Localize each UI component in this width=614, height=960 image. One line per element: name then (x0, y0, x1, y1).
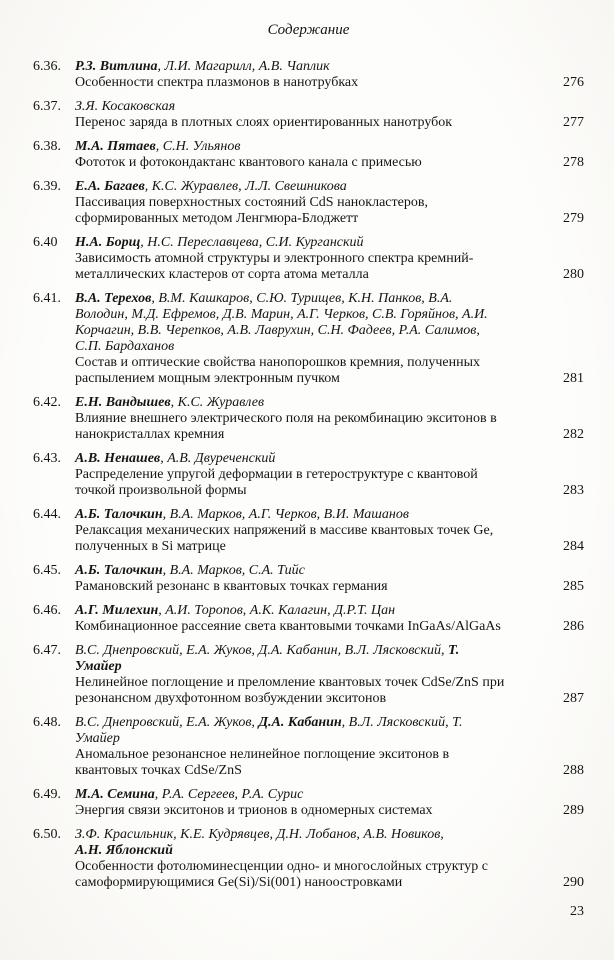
entry-page-number: 282 (563, 427, 584, 442)
toc-entry (33, 563, 584, 595)
entry-number: 6.41. (33, 291, 61, 306)
author-line (75, 395, 553, 411)
toc-entry (33, 291, 584, 387)
title-line: квантовых точках CdSe/ZnS (75, 763, 242, 778)
entry-title (75, 523, 553, 555)
entry-authors (75, 451, 553, 467)
entry-content (75, 395, 553, 443)
title-line: Аномальное резонансное нелинейное поглощение экситонов в (75, 747, 450, 762)
entry-content (75, 787, 553, 819)
author-name-emphasized: А.Г. Милехин (75, 603, 159, 618)
entry-page-number: 286 (563, 619, 584, 634)
title-line: Комбинационное рассеяние света квантовыми точками InGaAs/AlGaAs (75, 619, 501, 634)
toc-entry (33, 787, 584, 819)
author-line (75, 323, 553, 339)
entry-title (75, 859, 553, 891)
author-names: В.С. Днепровский, Е.А. Жуков, Д.А. Кабанин, В.Л. Лясковский, (75, 643, 449, 658)
title-line: резонансном двухфотонном возбуждении экситонов (75, 691, 387, 706)
toc-entry (33, 59, 584, 91)
author-line (75, 787, 553, 803)
author-line (75, 99, 553, 115)
author-names: , А.В. Двуреченский (160, 451, 276, 466)
entry-content (75, 563, 553, 595)
entry-page-number: 285 (563, 579, 584, 594)
title-line: самоформирующимися Ge(Si)/Si(001) наноостровками (75, 875, 403, 890)
entry-title (75, 579, 553, 595)
entry-authors (75, 507, 553, 523)
entry-number: 6.38. (33, 139, 61, 154)
author-line (75, 603, 553, 619)
author-name-emphasized: А.Б. Талочкин (75, 563, 163, 578)
entry-number: 6.43. (33, 451, 61, 466)
author-names: , Р.А. Сергеев, Р.А. Сурис (154, 787, 304, 802)
entry-title (75, 747, 553, 779)
entry-authors (75, 827, 553, 859)
entry-authors (75, 787, 553, 803)
author-names: З.Я. Косаковская (75, 99, 176, 114)
entry-number: 6.39. (33, 179, 61, 194)
entry-authors (75, 99, 553, 115)
entry-number: 6.45. (33, 563, 61, 578)
entry-authors (75, 715, 553, 747)
author-names: , К.С. Журавлев, Л.Л. Свешникова (144, 179, 347, 194)
toc-entry (33, 99, 584, 131)
entry-title (75, 619, 553, 635)
author-names: С.П. Бардаханов (75, 339, 175, 354)
entry-page-number: 279 (563, 211, 584, 226)
entry-authors (75, 563, 553, 579)
author-name-emphasized: А.Н. Яблонский (75, 843, 173, 858)
entry-title (75, 75, 553, 91)
folio-page-number: 23 (570, 904, 584, 919)
title-line: полученных в Si матрице (75, 539, 226, 554)
author-line (75, 291, 553, 307)
author-line (75, 139, 553, 155)
author-name-emphasized: Р.З. Витлина (75, 59, 158, 74)
entry-number: 6.36. (33, 59, 61, 74)
entry-title (75, 411, 553, 443)
author-names: , Н.С. Переславцева, С.И. Курганский (140, 235, 364, 250)
entry-authors (75, 179, 553, 195)
title-line: Релаксация механических напряжений в массиве квантовых точек Ge, (75, 523, 494, 538)
entry-title (75, 115, 553, 131)
title-line: нанокристаллах кремния (75, 427, 225, 442)
author-line (75, 59, 553, 75)
author-line (75, 643, 553, 659)
author-names: З.Ф. Красильник, К.Е. Кудрявцев, Д.Н. Лобанов, А.В. Новиков, (75, 827, 444, 842)
entry-content (75, 643, 553, 707)
author-name-emphasized: В.А. Терехов (75, 291, 152, 306)
title-line: Распределение упругой деформации в гетероструктуре с квантовой (75, 467, 478, 482)
entry-title (75, 675, 553, 707)
toc-entry (33, 827, 584, 891)
entry-page-number: 283 (563, 483, 584, 498)
toc-entry (33, 451, 584, 499)
author-line (75, 827, 553, 843)
entry-page-number: 284 (563, 539, 584, 554)
entry-authors (75, 603, 553, 619)
author-name-emphasized: Н.А. Борщ (75, 235, 141, 250)
entry-title (75, 195, 553, 227)
toc-entry (33, 139, 584, 171)
entry-content (75, 507, 553, 555)
toc-entry (33, 179, 584, 227)
author-name-emphasized: Умайер (75, 659, 122, 674)
entry-title (75, 251, 553, 283)
author-names: Володин, М.Д. Ефремов, Д.В. Марин, А.Г. Черков, С.В. Горяйнов, А.И. (75, 307, 488, 322)
author-line (75, 307, 553, 323)
author-name-emphasized: Д.А. Кабанин (258, 715, 342, 730)
title-line: сформированных методом Ленгмюра-Блоджетт (75, 211, 359, 226)
entry-number: 6.37. (33, 99, 61, 114)
author-names: , В.М. Кашкаров, С.Ю. Турищев, К.Н. Панков, В.А. (151, 291, 453, 306)
author-line (75, 843, 553, 859)
author-name-emphasized: Е.Н. Вандышев (75, 395, 171, 410)
author-names: , К.С. Журавлев (170, 395, 265, 410)
entry-authors (75, 59, 553, 75)
entry-page-number: 289 (563, 803, 584, 818)
entry-number: 6.47. (33, 643, 61, 658)
entry-number: 6.46. (33, 603, 61, 618)
toc-list (33, 59, 584, 891)
title-line: Рамановский резонанс в квантовых точках германия (75, 579, 388, 594)
entry-number: 6.48. (33, 715, 61, 730)
author-names: В.С. Днепровский, Е.А. Жуков, (75, 715, 259, 730)
entry-page-number: 288 (563, 763, 584, 778)
author-line (75, 659, 553, 675)
title-line: Перенос заряда в плотных слоях ориентированных нанотрубок (75, 115, 453, 130)
author-line (75, 731, 553, 747)
entry-content (75, 715, 553, 779)
toc-entry (33, 395, 584, 443)
entry-authors (75, 291, 553, 355)
entry-page-number: 287 (563, 691, 584, 706)
entry-page-number: 276 (563, 75, 584, 90)
author-names: , С.Н. Ульянов (155, 139, 241, 154)
entry-content (75, 99, 553, 131)
toc-entry (33, 643, 584, 707)
entry-title (75, 803, 553, 819)
title-line: распылением мощным электронным пучком (75, 371, 340, 386)
author-line (75, 451, 553, 467)
entry-authors (75, 139, 553, 155)
author-name-emphasized: А.В. Ненашев (75, 451, 161, 466)
entry-content (75, 139, 553, 171)
entry-content (75, 827, 553, 891)
author-names: , В.Л. Лясковский, Т. (341, 715, 463, 730)
author-line (75, 507, 553, 523)
title-line: металлических кластеров от сорта атома металла (75, 267, 369, 282)
entry-title (75, 355, 553, 387)
title-line: Нелинейное поглощение и преломление квантовых точек CdSe/ZnS при (75, 675, 505, 690)
toc-entry (33, 603, 584, 635)
entry-page-number: 281 (563, 371, 584, 386)
author-line (75, 179, 553, 195)
author-names: , Л.И. Магарилл, А.В. Чаплик (157, 59, 330, 74)
entry-page-number: 277 (563, 115, 584, 130)
entry-page-number: 290 (563, 875, 584, 890)
entry-title (75, 467, 553, 499)
author-line (75, 235, 553, 251)
entry-number: 6.49. (33, 787, 61, 802)
entry-title (75, 155, 553, 171)
author-name-emphasized: Е.А. Багаев (75, 179, 145, 194)
entry-page-number: 278 (563, 155, 584, 170)
author-names: , В.А. Марков, С.А. Тийс (162, 563, 305, 578)
title-line: Фототок и фотокондактанс квантового канала с примесью (75, 155, 422, 170)
title-line: Особенности спектра плазмонов в нанотрубках (75, 75, 359, 90)
entry-number: 6.44. (33, 507, 61, 522)
entry-content (75, 235, 553, 283)
entry-content (75, 603, 553, 635)
entry-content (75, 291, 553, 387)
author-names: , А.И. Торопов, А.К. Калагин, Д.Р.Т. Цан (158, 603, 396, 618)
title-line: Влияние внешнего электрического поля на рекомбинацию экситонов в (75, 411, 497, 426)
toc-entry (33, 507, 584, 555)
entry-authors (75, 395, 553, 411)
author-names: Умайер (75, 731, 120, 746)
entry-authors (75, 235, 553, 251)
title-line: Состав и оптические свойства нанопорошков кремния, полученных (75, 355, 481, 370)
title-line: Энергия связи экситонов и трионов в одномерных системах (75, 803, 433, 818)
page-title: Содержание (267, 22, 350, 38)
author-name-emphasized: М.А. Семина (75, 787, 155, 802)
author-line (75, 339, 553, 355)
entry-number: 6.40 (33, 235, 58, 250)
entry-page-number: 280 (563, 267, 584, 282)
author-line (75, 563, 553, 579)
author-line (75, 715, 553, 731)
toc-entry (33, 715, 584, 779)
entry-content (75, 179, 553, 227)
toc-entry (33, 235, 584, 283)
entry-authors (75, 643, 553, 675)
title-line: Зависимость атомной структуры и электронного спектра кремний- (75, 251, 474, 266)
author-names: , В.А. Марков, А.Г. Черков, В.И. Машанов (162, 507, 409, 522)
author-name-emphasized: А.Б. Талочкин (75, 507, 163, 522)
author-name-emphasized: Т. (448, 643, 460, 658)
title-line: точкой произвольной формы (75, 483, 247, 498)
entry-number: 6.50. (33, 827, 61, 842)
author-name-emphasized: М.А. Пятаев (75, 139, 156, 154)
author-names: Корчагин, В.В. Черепков, А.В. Лаврухин, С.Н. Фадеев, Р.А. Салимов, (75, 323, 480, 338)
entry-content (75, 451, 553, 499)
title-line: Пассивация поверхностных состояний CdS нанокластеров, (75, 195, 428, 210)
entry-content (75, 59, 553, 91)
entry-number: 6.42. (33, 395, 61, 410)
title-line: Особенности фотолюминесценции одно- и многослойных структур с (75, 859, 488, 874)
